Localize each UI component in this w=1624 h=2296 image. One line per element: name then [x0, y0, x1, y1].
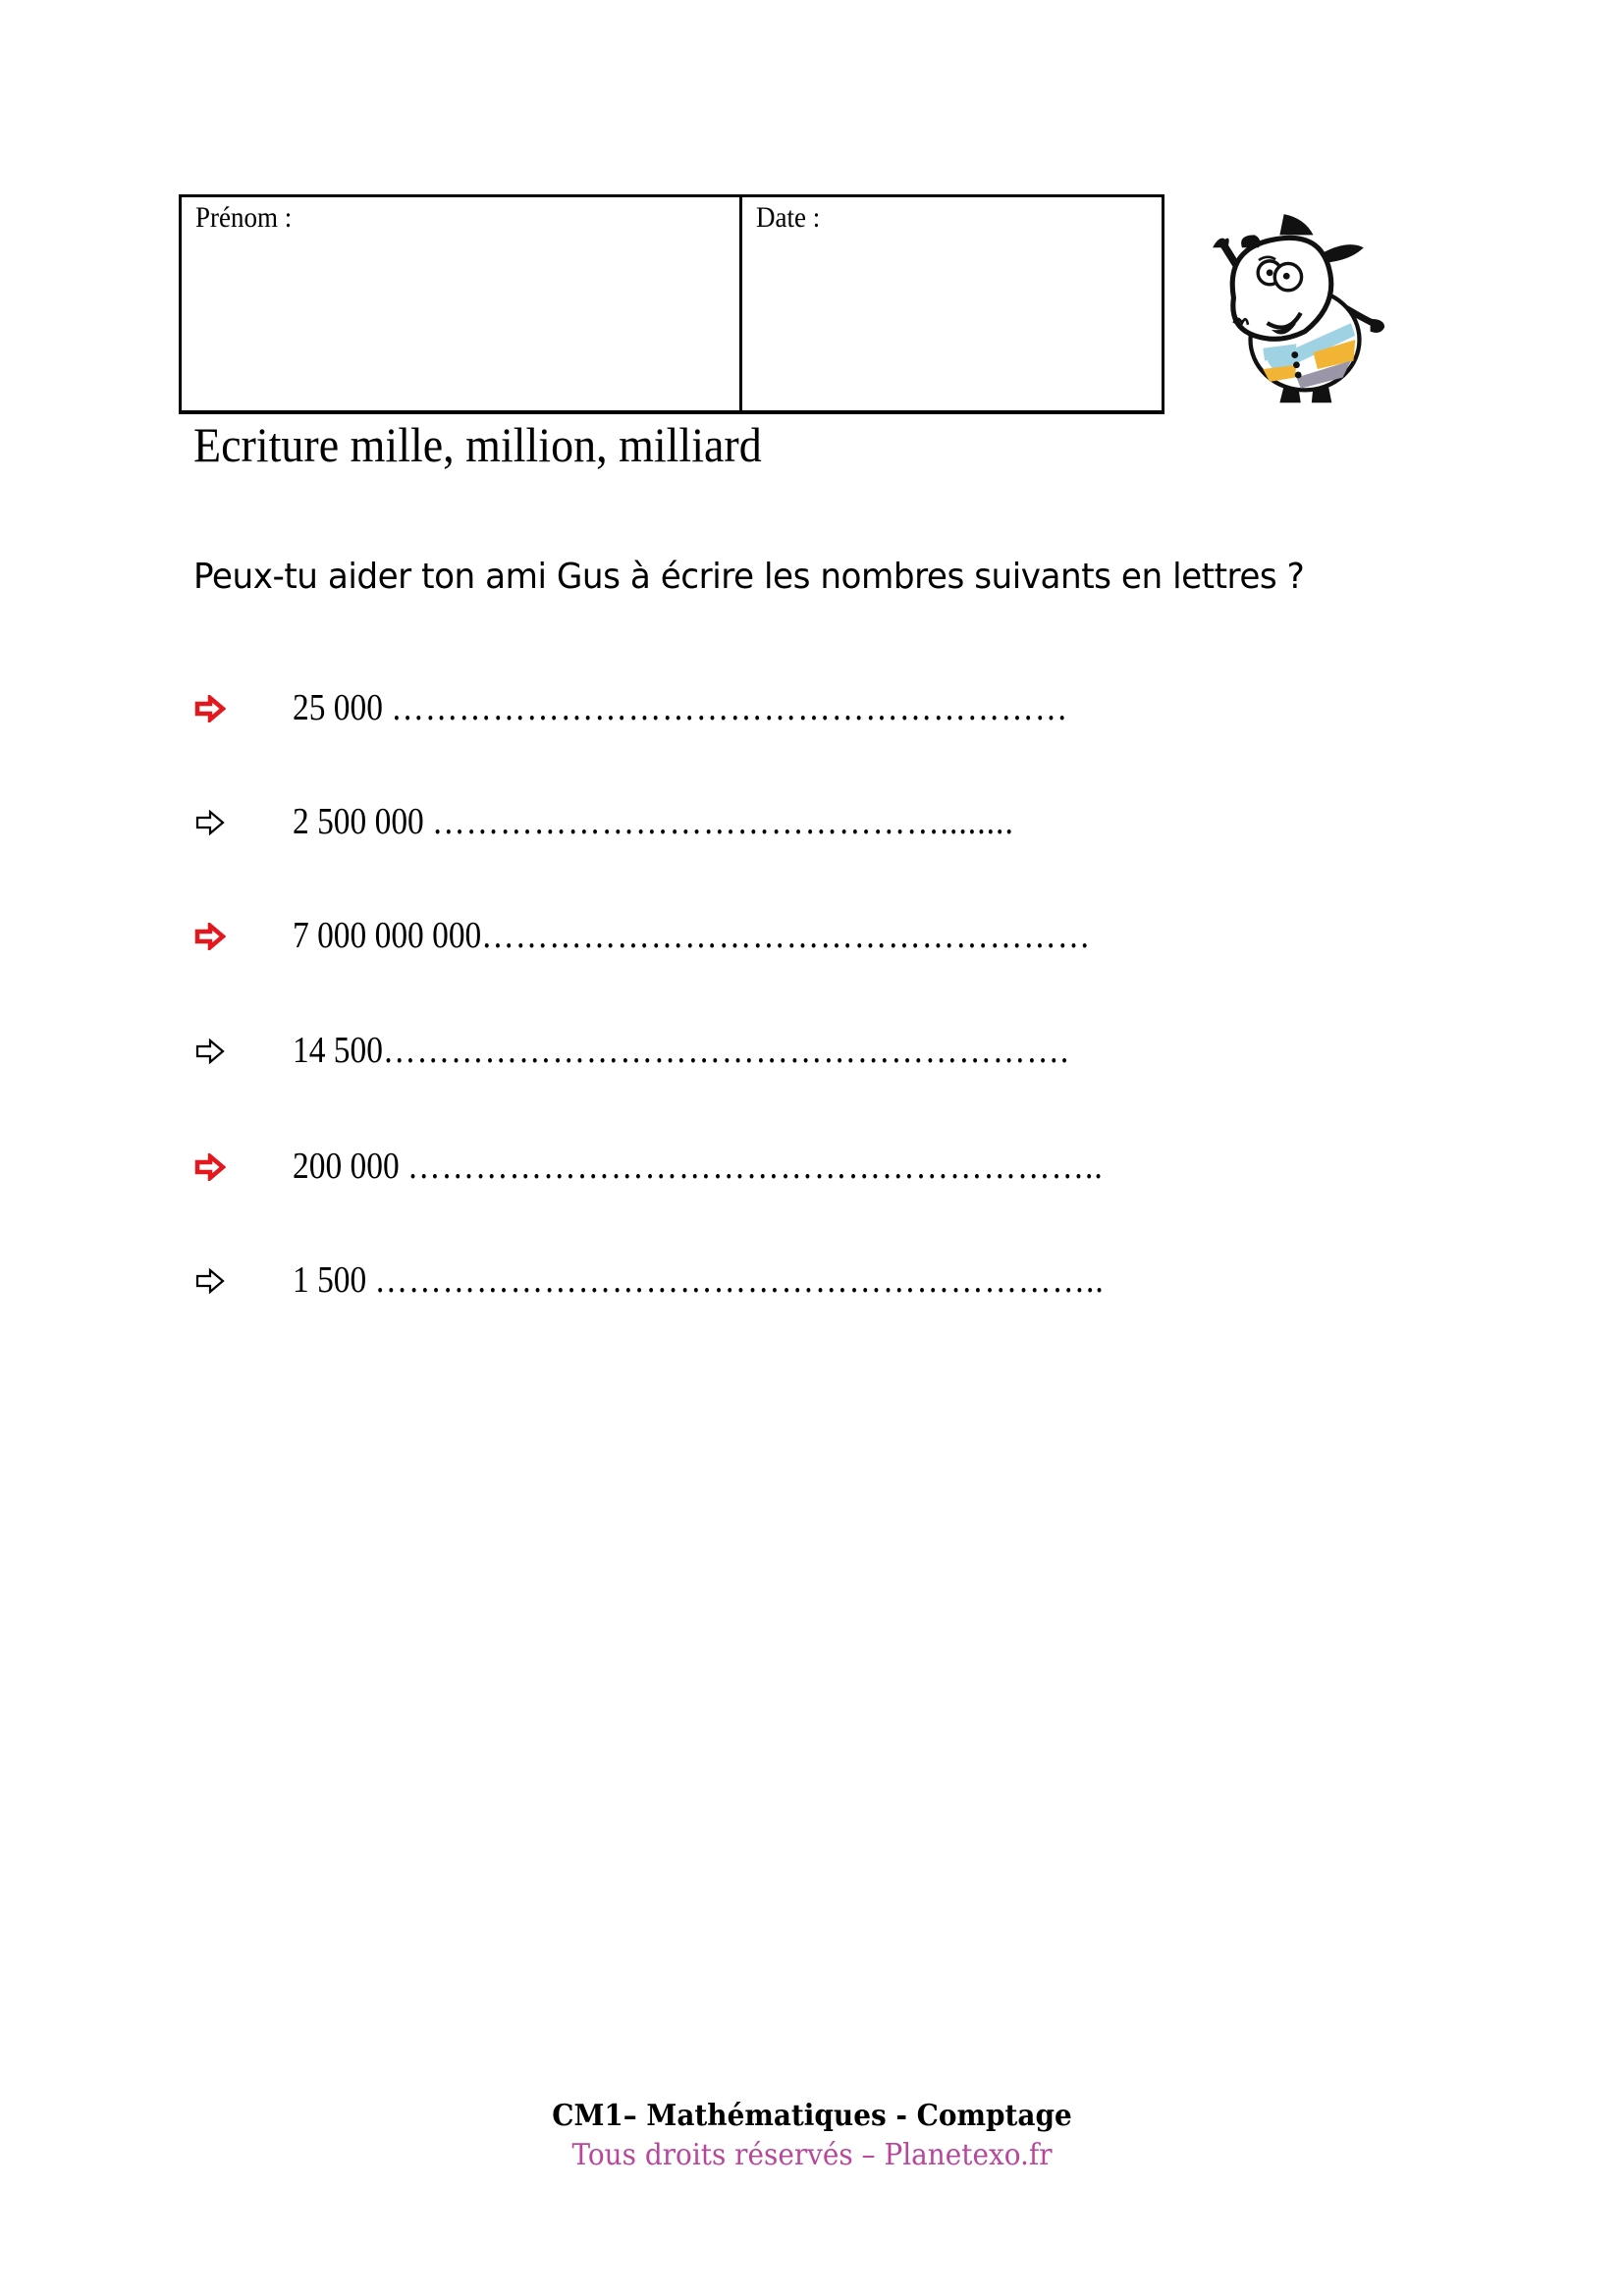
answer-line[interactable]: ………………………………………………………..: [374, 1259, 1105, 1301]
exercise-number: 7 000 000 000: [293, 915, 482, 956]
footer-title: CM1– Mathématiques - Comptage: [552, 2099, 1072, 2133]
exercise-item: [194, 684, 1069, 733]
arrow-right-icon: [194, 809, 226, 836]
exercise-number: 200 000: [293, 1146, 400, 1187]
answer-line[interactable]: ……………………………………………………..: [407, 1146, 1104, 1187]
answer-line[interactable]: ………………………………………………: [481, 915, 1092, 956]
sheep-mascot-icon: [1196, 194, 1414, 418]
page-title: Ecriture mille, million, milliard: [193, 417, 762, 472]
exercise-text: [293, 1145, 1104, 1188]
exercise-number: 25 000: [293, 687, 383, 728]
arrow-right-icon: [194, 1153, 226, 1181]
identity-box: [179, 194, 1164, 414]
exercise-item: [194, 1143, 1104, 1192]
instruction-text: Peux-tu aider ton ami Gus à écrire les nombres suivants en lettres ?: [193, 557, 1305, 597]
exercise-text: [293, 914, 1091, 957]
answer-line[interactable]: ……………………………………………………: [391, 687, 1069, 728]
exercise-text: [293, 686, 1068, 729]
date-label: Date :: [756, 201, 821, 234]
footer-copyright: Tous droits réservés – Planetexo.fr: [571, 2138, 1053, 2172]
exercise-number: 1 500: [293, 1259, 367, 1301]
arrow-right-icon: [194, 923, 226, 950]
name-field[interactable]: [182, 197, 742, 410]
exercise-text: [293, 800, 1014, 843]
answer-line[interactable]: ………………………………………........: [432, 801, 1014, 842]
exercise-item: [194, 1027, 1070, 1076]
exercise-number: 2 500 000: [293, 801, 424, 842]
date-field[interactable]: [742, 197, 1162, 410]
exercise-text: [293, 1258, 1105, 1302]
arrow-right-icon: [194, 695, 226, 722]
arrow-right-icon: [194, 1038, 226, 1065]
exercise-item: [194, 1256, 1105, 1306]
exercise-item: [194, 798, 1014, 847]
exercise-number: 14 500: [293, 1030, 383, 1071]
exercise-text: [293, 1029, 1069, 1072]
answer-line[interactable]: …………………………………………………….: [382, 1030, 1070, 1071]
exercise-item: [194, 912, 1092, 961]
arrow-right-icon: [194, 1267, 226, 1295]
name-label: Prénom :: [195, 201, 293, 234]
